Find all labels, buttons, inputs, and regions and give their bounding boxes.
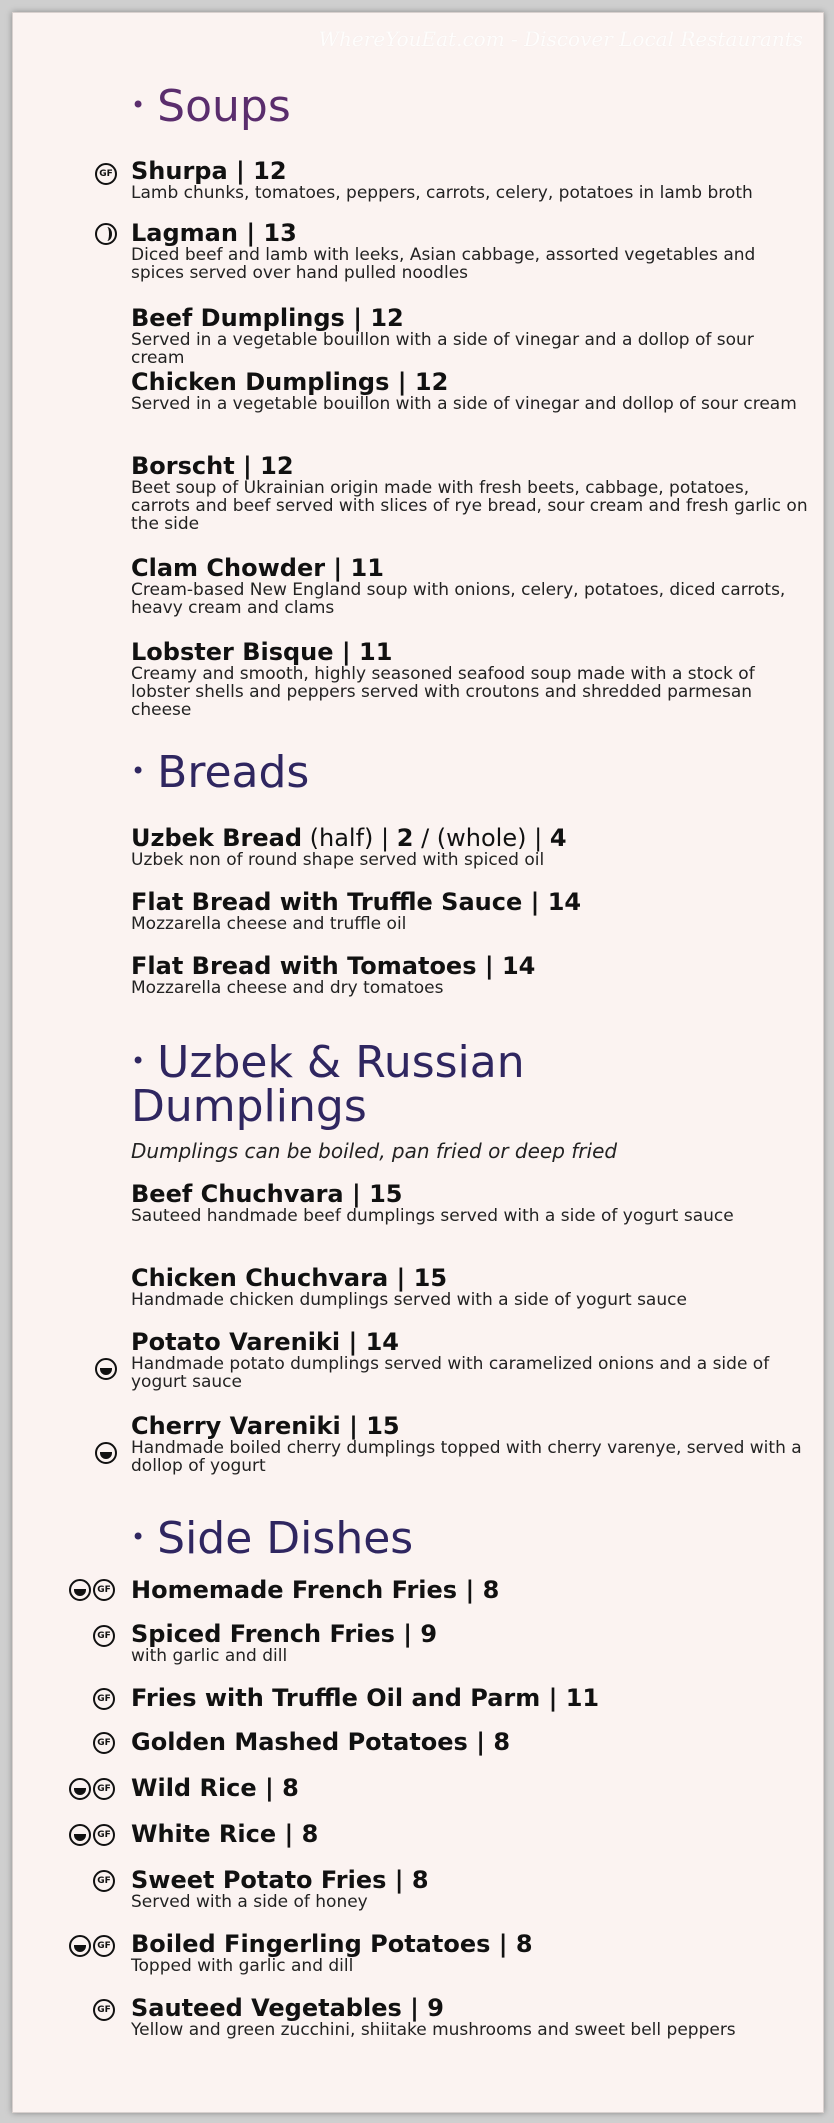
item-name: Fries with Truffle Oil and Parm | 11: [131, 1684, 600, 1712]
gf-icons: [95, 163, 117, 185]
menu-item: [131, 953, 811, 997]
menu-item: [131, 1729, 811, 1755]
item-desc: Diced beef and lamb with leeks, Asian cabbage, assorted vegetables and spices served over hand pulled noodles: [131, 245, 756, 283]
menu-item: [131, 1265, 811, 1309]
section-title-dumplings-1: • Uzbek & Russian: [131, 1037, 525, 1088]
item-name: Borscht | 12: [131, 452, 294, 480]
menu-item: [131, 1413, 811, 1475]
side-icons: [69, 1579, 115, 1601]
menu-item: [131, 369, 811, 413]
spicy-icon: [95, 223, 117, 245]
gluten-free-icon: GF: [93, 1870, 115, 1892]
side-icons: [93, 1732, 115, 1754]
gluten-free-icon: GF: [93, 1688, 115, 1710]
bullet-icon: •: [131, 1523, 146, 1551]
bullet-icon: •: [131, 1047, 146, 1075]
item-name: Sweet Potato Fries | 8: [131, 1866, 429, 1894]
vegetarian-icon: [69, 1935, 91, 1957]
section-title-breads: • Breads: [131, 747, 310, 798]
menu-item: [131, 1821, 811, 1847]
spicy-icons: [95, 223, 117, 245]
item-name: Clam Chowder | 11: [131, 554, 384, 582]
menu-item: [131, 1685, 811, 1711]
menu-item: [131, 825, 811, 869]
item-name: Sauteed Vegetables | 9: [131, 1994, 444, 2022]
item-desc: Handmade chicken dumplings served with a side of yogurt sauce: [131, 1290, 687, 1310]
menu-item: [131, 1621, 811, 1665]
item-desc: Cream-based New England soup with onions, celery, potatoes, diced carrots, heavy cream and clams: [131, 580, 786, 618]
item-name: Spiced French Fries | 9: [131, 1620, 438, 1648]
item-name: Chicken Dumplings | 12: [131, 368, 449, 396]
item-name: Golden Mashed Potatoes | 8: [131, 1728, 511, 1756]
side-icons: [69, 1824, 115, 1846]
item-name: Wild Rice | 8: [131, 1774, 299, 1802]
menu-item: [131, 639, 811, 719]
item-name: Cherry Vareniki | 15: [131, 1412, 400, 1440]
item-name: Flat Bread with Tomatoes | 14: [131, 952, 536, 980]
menu-item: [131, 305, 811, 367]
vegetarian-icon: [95, 1358, 117, 1380]
side-icons: [93, 1688, 115, 1710]
menu-item: [131, 220, 811, 282]
item-desc: Served with a side of honey: [131, 1892, 368, 1912]
item-desc: Mozzarella cheese and dry tomatoes: [131, 978, 444, 998]
gluten-free-icon: GF: [93, 1999, 115, 2021]
item-name: White Rice | 8: [131, 1820, 319, 1848]
item-name: Lobster Bisque | 11: [131, 638, 393, 666]
item-desc: Handmade boiled cherry dumplings topped with cherry varenye, served with a dollop of yogurt: [131, 1438, 802, 1476]
menu-item: [131, 1995, 811, 2039]
section-title-soups: • Soups: [131, 81, 291, 132]
side-icons: [69, 1778, 115, 1800]
vegetarian-icon: [95, 1442, 117, 1464]
item-desc: with garlic and dill: [131, 1646, 288, 1666]
item-name: Homemade French Fries | 8: [131, 1576, 500, 1604]
bullet-icon: •: [131, 757, 146, 785]
vegetarian-icon: [69, 1778, 91, 1800]
gluten-free-icon: GF: [93, 1625, 115, 1647]
veg-icons: [95, 1442, 117, 1464]
vegetarian-icon: [69, 1824, 91, 1846]
item-name: Lagman | 13: [131, 219, 297, 247]
menu-item: [131, 1775, 811, 1801]
item-name: Potato Vareniki | 14: [131, 1328, 400, 1356]
menu-item: [131, 1329, 811, 1391]
side-icons: [69, 1935, 115, 1957]
side-icons: [93, 1625, 115, 1647]
bullet-icon: •: [131, 91, 146, 119]
item-name: Flat Bread with Truffle Sauce | 14: [131, 888, 582, 916]
menu-page: [12, 12, 824, 2113]
item-desc: Yellow and green zucchini, shiitake mushrooms and sweet bell peppers: [131, 2020, 736, 2040]
menu-item: [131, 889, 811, 933]
menu-item: [131, 1577, 811, 1603]
item-name: Beef Chuchvara | 15: [131, 1180, 403, 1208]
menu-item: [131, 555, 811, 617]
gluten-free-icon: GF: [93, 1732, 115, 1754]
section-title-dumplings-2: Dumplings: [131, 1081, 367, 1132]
item-desc: Handmade potato dumplings served with caramelized onions and a side of yogurt sauce: [131, 1354, 770, 1392]
item-desc: Uzbek non of round shape served with spiced oil: [131, 850, 545, 870]
item-desc: Mozzarella cheese and truffle oil: [131, 914, 407, 934]
side-icons: [93, 1999, 115, 2021]
gluten-free-icon: GF: [93, 1579, 115, 1601]
dumplings-note: Dumplings can be boiled, pan fried or deep fried: [131, 1139, 618, 1163]
menu-item: [131, 453, 811, 533]
gluten-free-icon: GF: [95, 163, 117, 185]
item-desc: Lamb chunks, tomatoes, peppers, carrots, celery, potatoes in lamb broth: [131, 183, 753, 203]
gluten-free-icon: GF: [93, 1935, 115, 1957]
menu-item: [131, 1181, 811, 1225]
vegetarian-icon: [69, 1579, 91, 1601]
item-name: Beef Dumplings | 12: [131, 304, 404, 332]
item-name: Uzbek Bread (half) | 2 / (whole) | 4: [131, 824, 567, 852]
item-desc: Served in a vegetable bouillon with a side of vinegar and a dollop of sour cream: [131, 330, 754, 368]
item-name: Shurpa | 12: [131, 157, 287, 185]
item-name: Chicken Chuchvara | 15: [131, 1264, 448, 1292]
veg-icons: [95, 1358, 117, 1380]
menu-item: [131, 1867, 811, 1911]
item-desc: Served in a vegetable bouillon with a side of vinegar and dollop of sour cream: [131, 394, 797, 414]
section-title-sides: • Side Dishes: [131, 1513, 414, 1564]
item-desc: Topped with garlic and dill: [131, 1956, 354, 1976]
watermark: WhereYouEat.com - Discover Local Restaurants: [318, 27, 803, 51]
gluten-free-icon: GF: [93, 1778, 115, 1800]
item-desc: Creamy and smooth, highly seasoned seafood soup made with a stock of lobster shells and peppers served with croutons and shredded parmesan cheese: [131, 664, 755, 720]
item-desc: Beet soup of Ukrainian origin made with fresh beets, cabbage, potatoes, carrots and beef served with slices of rye bread, sour cream and fresh garlic on the side: [131, 478, 808, 534]
item-name: Boiled Fingerling Potatoes | 8: [131, 1930, 533, 1958]
gluten-free-icon: GF: [93, 1824, 115, 1846]
side-icons: [93, 1870, 115, 1892]
menu-item: [131, 158, 811, 202]
menu-item: [131, 1931, 811, 1975]
item-desc: Sauteed handmade beef dumplings served with a side of yogurt sauce: [131, 1206, 734, 1226]
